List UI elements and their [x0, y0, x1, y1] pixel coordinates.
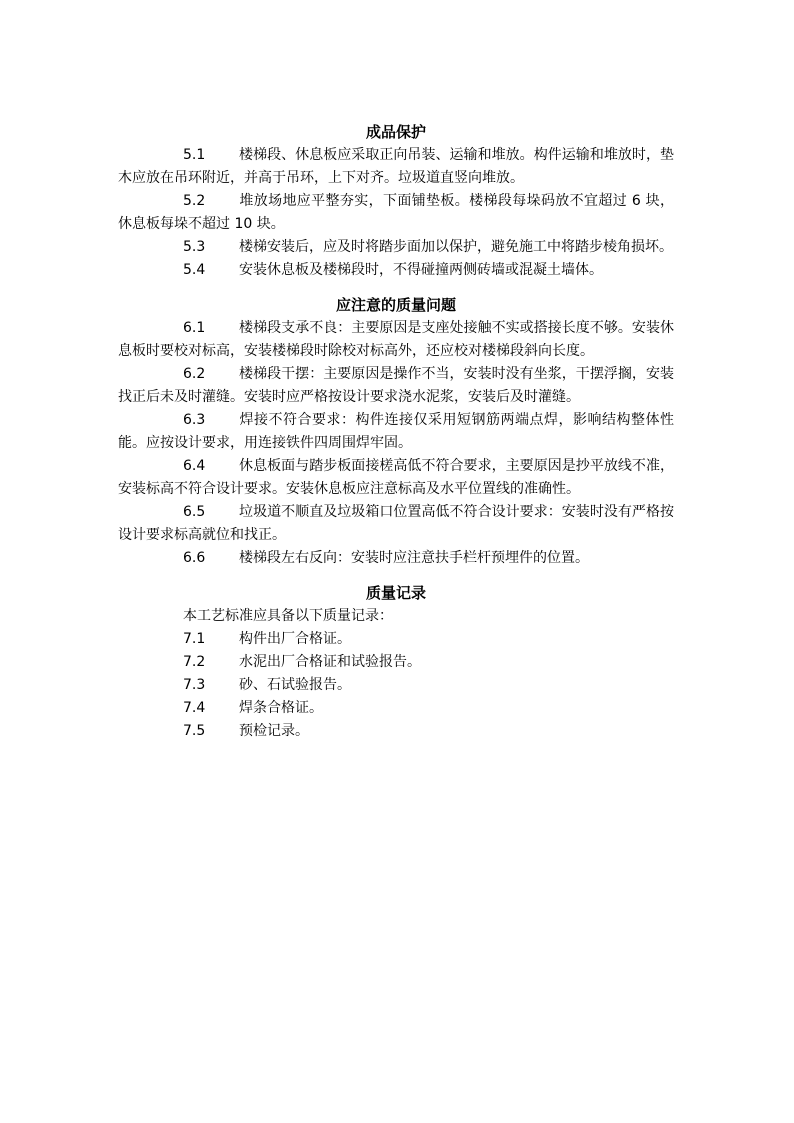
item-text: 安装休息板及楼梯段时，不得碰撞两侧砖墙或混凝土墙体。 — [239, 262, 603, 278]
paragraph-6-4 — [118, 455, 674, 501]
paragraph-5-1 — [118, 144, 674, 190]
item-text: 垃圾道不顺直及垃圾箱口位置高低不符合设计要求：安装时没有严格按设计要求标高就位和找正。 — [118, 504, 674, 543]
section-heading-quality-issues: 应注意的质量问题 — [335, 296, 456, 314]
paragraph-6-2 — [118, 363, 674, 409]
paragraph-5-2 — [118, 190, 674, 236]
record-7-4 — [118, 697, 674, 720]
item-number: 7.2 — [183, 654, 206, 670]
item-number: 7.1 — [183, 631, 206, 647]
item-number: 6.4 — [183, 458, 206, 474]
item-text: 楼梯段、休息板应采取正向吊装、运输和堆放。构件运输和堆放时，垫木应放在吊环附近，并高于吊环，上下对齐。垃圾道直竖向堆放。 — [118, 147, 674, 186]
paragraph-6-3 — [118, 409, 674, 455]
paragraph-5-3 — [118, 236, 674, 259]
paragraph-6-5 — [118, 501, 674, 547]
item-text: 预检记录。 — [239, 723, 309, 739]
item-number: 6.3 — [183, 412, 206, 428]
section-gap — [118, 282, 674, 294]
item-text: 楼梯段支承不良：主要原因是支座处接触不实或搭接长度不够。安装休息板时要校对标高，安装楼梯段时除校对标高外，还应校对楼梯段斜向长度。 — [118, 320, 674, 359]
item-number: 7.5 — [183, 723, 206, 739]
item-number: 6.5 — [183, 504, 206, 520]
item-text: 焊条合格证。 — [239, 700, 323, 716]
item-number: 5.4 — [183, 262, 206, 278]
item-number: 5.2 — [183, 193, 206, 209]
section-heading-quality-records: 质量记录 — [365, 584, 426, 602]
item-text: 楼梯段左右反向：安装时应注意扶手栏杆预埋件的位置。 — [239, 550, 589, 566]
item-number: 6.2 — [183, 366, 206, 382]
document-content — [118, 121, 674, 743]
section-gap — [118, 570, 674, 582]
item-text: 楼梯段干摆：主要原因是操作不当，安装时没有坐浆，干摆浮搁，安装找正后未及时灌缝。安装时应严格按设计要求浇水泥浆，安装后及时灌缝。 — [118, 366, 674, 405]
record-7-1 — [118, 628, 674, 651]
item-number: 7.4 — [183, 700, 206, 716]
item-text: 水泥出厂合格证和试验报告。 — [239, 654, 421, 670]
item-number: 5.3 — [183, 239, 206, 255]
record-7-2 — [118, 651, 674, 674]
paragraph-6-1 — [118, 317, 674, 363]
paragraph-5-4 — [118, 259, 674, 282]
item-text: 焊接不符合要求：构件连接仅采用短钢筋两端点焊，影响结构整体性能。应按设计要求，用连接铁件四周围焊牢固。 — [118, 412, 674, 451]
item-number: 7.3 — [183, 677, 206, 693]
paragraph-6-6 — [118, 547, 674, 570]
item-text: 堆放场地应平整夯实，下面铺垫板。楼梯段每垛码放不宜超过 6 块，休息板每垛不超过 10 块。 — [118, 193, 674, 232]
item-number: 6.1 — [183, 320, 206, 336]
item-text: 砂、石试验报告。 — [239, 677, 351, 693]
item-number: 6.6 — [183, 550, 206, 566]
record-7-3 — [118, 674, 674, 697]
item-text: 楼梯安装后，应及时将踏步面加以保护，避免施工中将踏步棱角损坏。 — [239, 239, 673, 255]
item-text: 休息板面与踏步板面接槎高低不符合要求，主要原因是抄平放线不准，安装标高不符合设计要求。安装休息板应注意标高及水平位置线的准确性。 — [118, 458, 674, 497]
section-heading-finished-product-protection: 成品保护 — [365, 123, 426, 141]
item-number: 5.1 — [183, 147, 206, 163]
record-7-5 — [118, 720, 674, 743]
records-intro: 本工艺标准应具备以下质量记录： — [183, 608, 393, 624]
item-text: 构件出厂合格证。 — [239, 631, 351, 647]
